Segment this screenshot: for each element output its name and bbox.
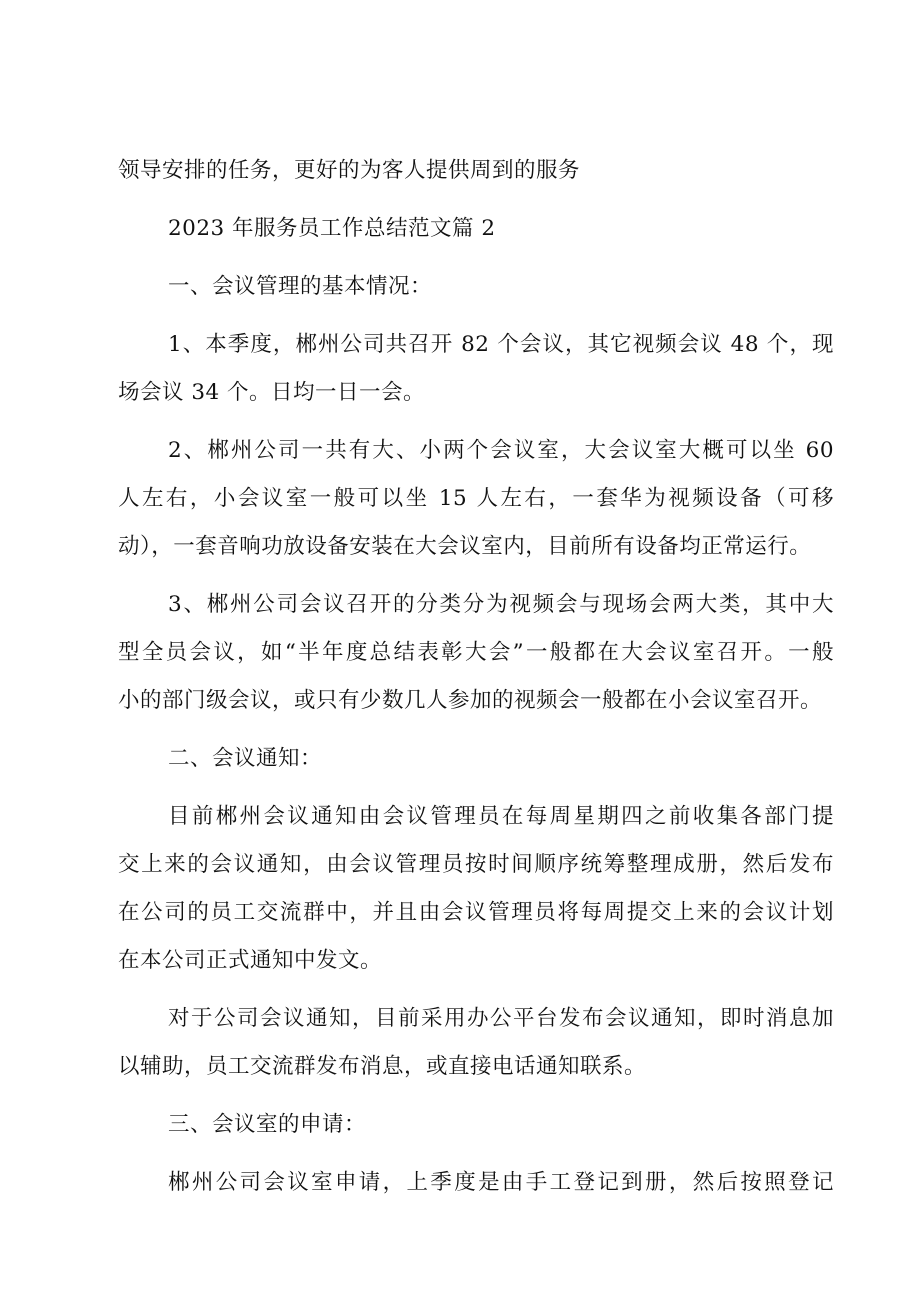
paragraph-line: 场会议 34 个。日均一日一会。 — [118, 380, 426, 405]
paragraph-line: 交上来的会议通知，由会议管理员按时间顺序统筹整理成册，然后发布 — [118, 852, 834, 877]
heading-2: 二、会议通知： — [168, 746, 323, 771]
paragraph-line: 目前郴州会议通知由会议管理员在每周星期四之前收集各部门提 — [168, 804, 834, 829]
document-body — [118, 147, 834, 1207]
paragraph-line: 人左右，小会议室一般可以坐 15 人左右，一套华为视频设备（可移 — [118, 486, 834, 511]
paragraph-line: 2、郴州公司一共有大、小两个会议室，大会议室大概可以坐 60 — [168, 438, 834, 463]
paragraph-line: 对于公司会议通知，目前采用办公平台发布会议通知，即时消息加 — [168, 1006, 834, 1031]
paragraph-line: 在公司的员工交流群中，并且由会议管理员将每周提交上来的会议计划 — [118, 900, 834, 925]
paragraph-line: 动），一套音响功放设备安装在大会议室内，目前所有设备均正常运行。 — [118, 534, 812, 559]
paragraph-line: 型全员会议，如“半年度总结表彰大会”一般都在大会议室召开。一般 — [118, 640, 834, 665]
heading-3: 三、会议室的申请： — [168, 1112, 367, 1137]
paragraph-line: 郴州公司会议室申请，上季度是由手工登记到册，然后按照登记 — [168, 1170, 834, 1195]
paragraph-line: 小的部门级会议，或只有少数几人参加的视频会一般都在小会议室召开。 — [118, 688, 823, 713]
paragraph-line: 以辅助，员工交流群发布消息，或直接电话通知联系。 — [118, 1054, 647, 1079]
paragraph-line: 3、郴州公司会议召开的分类分为视频会与现场会两大类，其中大 — [168, 592, 834, 617]
heading-1: 一、会议管理的基本情况： — [168, 274, 433, 299]
paragraph-line: 1、本季度，郴州公司共召开 82 个会议，其它视频会议 48 个，现 — [168, 332, 834, 357]
paragraph-line: 在本公司正式通知中发文。 — [118, 948, 383, 973]
paragraph-line: 领导安排的任务，更好的为客人提供周到的服务 — [118, 158, 581, 183]
section-title: 2023 年服务员工作总结范文篇 2 — [168, 216, 496, 241]
